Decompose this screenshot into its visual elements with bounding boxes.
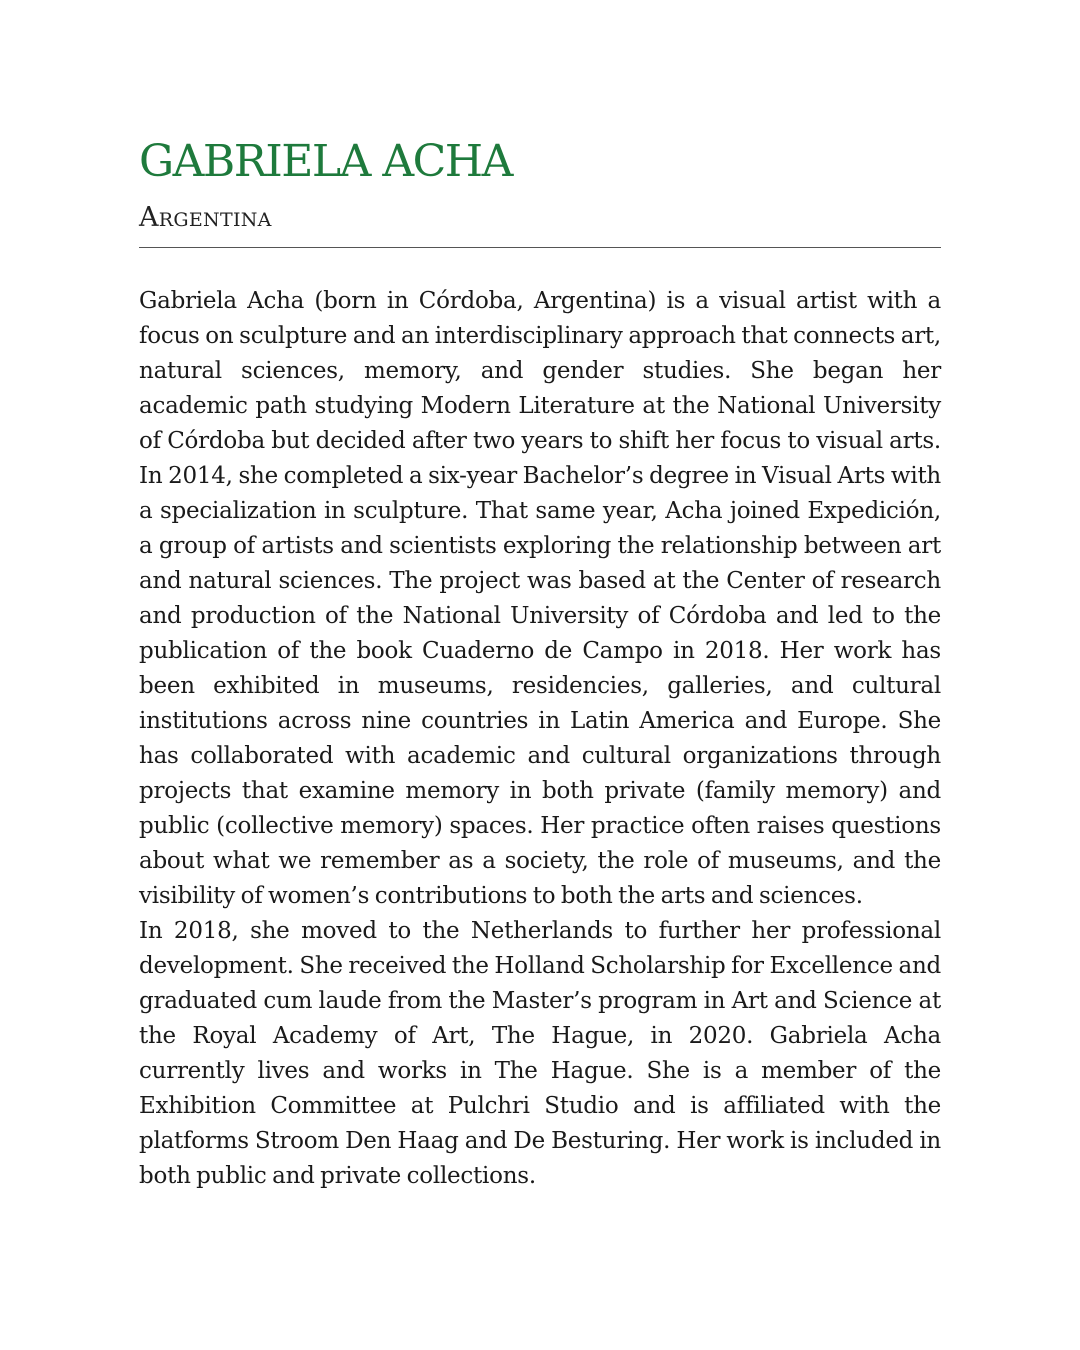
artist-name: GABRIELA ACHA [139,136,512,187]
artist-biography [139,284,941,1194]
artist-country: Argentina [139,202,272,233]
bio-paragraph-2: In 2018, she moved to the Netherlands to further her professional development. She received the Holland Scholarship for Excellence and graduated cum laude from the Master’s program in Art and Science at the Royal Academy of Art, The Hague, in 2020. Gabriela Acha currently lives and works in The Hague. She is a member of the Exhibition Committee at Pulchri Studio and is affiliated with the platforms Stroom Den Haag and De Besturing. Her work is included in both public and private collections. [139,918,941,1189]
bio-paragraph-1: Gabriela Acha (born in Córdoba, Argentina) is a visual artist with a focus on sculpture and an interdisciplinary approach that connects art, natural sciences, memory, and gender studies. She began her academic path studying Modern Literature at the National University of Córdoba but decided after two years to shift her focus to visual arts. In 2014, she completed a six-year Bachelor’s degree in Visual Arts with a specialization in sculpture. That same year, Acha joined Expedición, a group of artists and scientists exploring the relationship between art and natural sciences. The project was based at the Center of research and production of the National University of Córdoba and led to the publication of the book Cuaderno de Campo in 2018. Her work has been exhibited in museums, residencies, galleries, and cultural institutions across nine countries in Latin America and Europe. She has collaborated with academic and cultural organizations through projects that examine memory in both private (family memory) and public (collective memory) spaces. Her practice often raises questions about what we remember as a society, the role of museums, and the visibility of women’s contributions to both the arts and sciences. [139,288,941,909]
header-divider [139,247,941,248]
artist-bio-page [139,0,941,1350]
